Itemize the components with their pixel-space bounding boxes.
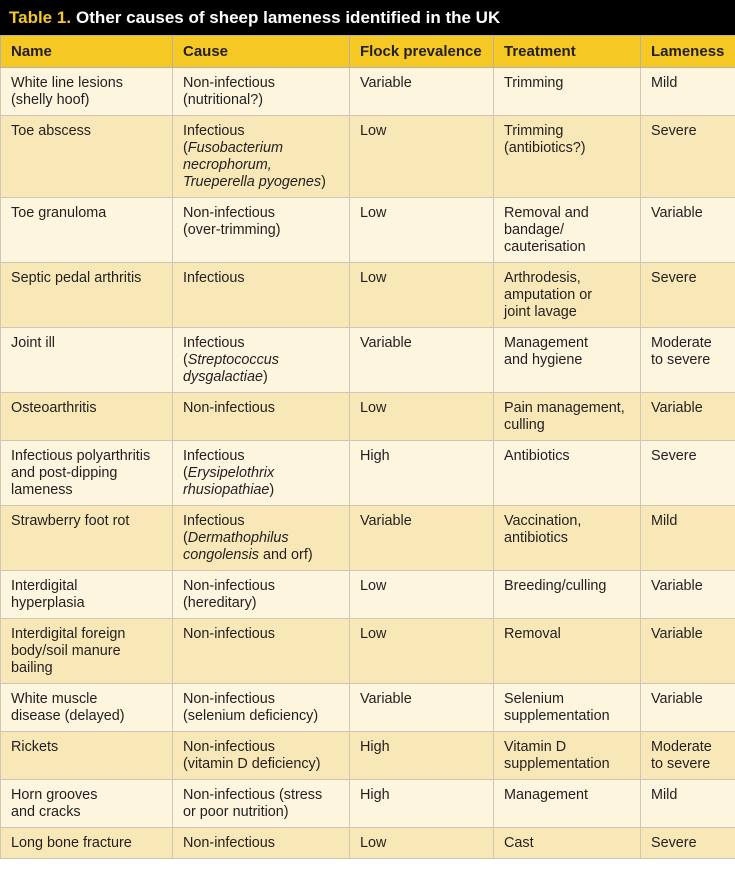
cell-line: culling	[504, 417, 545, 433]
cell-line	[183, 804, 339, 821]
cell-line: Vitamin D	[504, 739, 567, 755]
cell-line	[183, 595, 339, 612]
prevalence-cell	[350, 198, 494, 263]
prevalence-cell	[350, 506, 494, 571]
cell-line: to severe	[651, 352, 711, 368]
cell-line: Low	[360, 835, 387, 851]
cell-line: Low	[360, 123, 387, 139]
treatment-cell	[494, 506, 641, 571]
cell-line: Mild	[651, 787, 678, 803]
cell-line: Variable	[360, 335, 412, 351]
name-cell	[1, 828, 173, 859]
lameness-table	[0, 35, 735, 859]
cell-line: Variable	[360, 75, 412, 91]
name-cell	[1, 619, 173, 684]
cell-line: Low	[360, 400, 387, 416]
cause-text: (	[183, 465, 188, 481]
cell-line: Variable	[651, 578, 703, 594]
name-cell	[1, 328, 173, 393]
cell-line: High	[360, 787, 390, 803]
header-lameness: Lameness	[641, 36, 735, 68]
prevalence-cell	[350, 441, 494, 506]
cause-text: Infectious	[183, 513, 245, 529]
table-number: Table 1.	[9, 7, 72, 27]
cell-line	[183, 482, 339, 499]
table-row	[1, 780, 735, 828]
lameness-cell	[641, 263, 735, 328]
table-row	[1, 393, 735, 441]
header-flock-prevalence: Flock prevalence	[350, 36, 494, 68]
cause-cell	[173, 198, 350, 263]
lameness-cell	[641, 619, 735, 684]
cause-cell	[173, 732, 350, 780]
name-cell	[1, 116, 173, 198]
cell-line	[183, 578, 339, 595]
treatment-cell	[494, 732, 641, 780]
cause-cell	[173, 684, 350, 732]
table-row	[1, 198, 735, 263]
cell-line: White muscle	[11, 691, 98, 707]
cause-text: )	[321, 174, 326, 190]
cause-text: Infectious	[183, 335, 245, 351]
name-cell	[1, 263, 173, 328]
cause-text: and orf)	[259, 547, 313, 563]
treatment-cell	[494, 328, 641, 393]
treatment-cell	[494, 571, 641, 619]
prevalence-cell	[350, 619, 494, 684]
cell-line	[183, 222, 339, 239]
prevalence-cell	[350, 328, 494, 393]
cell-line: White line lesions	[11, 75, 123, 91]
cell-line: High	[360, 739, 390, 755]
table-row	[1, 441, 735, 506]
treatment-cell	[494, 116, 641, 198]
cell-line	[183, 787, 339, 804]
table-row	[1, 732, 735, 780]
species-name: Trueperella pyogenes	[183, 174, 322, 190]
cell-line: Removal	[504, 626, 561, 642]
cell-line: Selenium	[504, 691, 564, 707]
cause-text: Non-infectious	[183, 739, 275, 755]
cell-line	[183, 756, 339, 773]
lameness-cell	[641, 116, 735, 198]
lameness-cell	[641, 828, 735, 859]
cell-line: Septic pedal arthritis	[11, 270, 142, 286]
cell-line: Severe	[651, 448, 697, 464]
cell-line: Cast	[504, 835, 534, 851]
cell-line: Variable	[651, 626, 703, 642]
lameness-cell	[641, 732, 735, 780]
name-cell	[1, 198, 173, 263]
cell-line	[183, 739, 339, 756]
cell-line	[183, 547, 339, 564]
prevalence-cell	[350, 263, 494, 328]
cell-line: Moderate	[651, 335, 712, 351]
cell-line: Vaccination,	[504, 513, 582, 529]
cause-text: Non-infectious	[183, 75, 275, 91]
cell-line: Low	[360, 270, 387, 286]
treatment-cell	[494, 619, 641, 684]
cell-line	[183, 75, 339, 92]
prevalence-cell	[350, 732, 494, 780]
treatment-cell	[494, 828, 641, 859]
header-cause: Cause	[173, 36, 350, 68]
cause-text: )	[263, 369, 268, 385]
cause-cell	[173, 828, 350, 859]
cause-text: (over-trimming)	[183, 222, 281, 238]
cell-line: Toe granuloma	[11, 205, 107, 221]
lameness-cell	[641, 68, 735, 116]
cell-line: cauterisation	[504, 239, 586, 255]
cell-line	[183, 465, 339, 482]
cell-line: Horn grooves	[11, 787, 98, 803]
prevalence-cell	[350, 116, 494, 198]
cause-cell	[173, 780, 350, 828]
cell-line: Low	[360, 626, 387, 642]
cell-line: Mild	[651, 75, 678, 91]
cause-text: Non-infectious	[183, 691, 275, 707]
cell-line: disease (delayed)	[11, 708, 125, 724]
cell-line: Osteoarthritis	[11, 400, 97, 416]
cell-line: Variable	[651, 400, 703, 416]
cell-line: Variable	[360, 691, 412, 707]
treatment-cell	[494, 684, 641, 732]
cell-line	[183, 335, 339, 352]
cell-line: Low	[360, 205, 387, 221]
lameness-cell	[641, 441, 735, 506]
treatment-cell	[494, 198, 641, 263]
cell-line: Management	[504, 787, 588, 803]
name-cell	[1, 732, 173, 780]
table-row	[1, 571, 735, 619]
table-row	[1, 116, 735, 198]
lameness-cell	[641, 780, 735, 828]
cell-line: Mild	[651, 513, 678, 529]
cell-line: lameness	[11, 482, 73, 498]
table-row	[1, 506, 735, 571]
cell-line: hyperplasia	[11, 595, 85, 611]
cause-text: (	[183, 352, 188, 368]
cell-line: and hygiene	[504, 352, 583, 368]
cause-text: Infectious	[183, 448, 245, 464]
cell-line: High	[360, 448, 390, 464]
cell-line: Interdigital foreign	[11, 626, 126, 642]
cause-cell	[173, 263, 350, 328]
cause-text: Infectious	[183, 123, 245, 139]
lameness-cell	[641, 571, 735, 619]
cell-line: (antibiotics?)	[504, 140, 586, 156]
cause-text: (	[183, 530, 188, 546]
table-row	[1, 263, 735, 328]
prevalence-cell	[350, 571, 494, 619]
treatment-cell	[494, 780, 641, 828]
species-name: necrophorum,	[183, 157, 272, 173]
cell-line: and post-dipping	[11, 465, 118, 481]
cell-line: Infectious polyarthritis	[11, 448, 151, 464]
prevalence-cell	[350, 68, 494, 116]
cause-cell	[173, 393, 350, 441]
cell-line	[183, 448, 339, 465]
header-row	[1, 36, 735, 68]
cell-line	[183, 626, 339, 643]
table-title	[0, 0, 735, 35]
cell-line: Arthrodesis,	[504, 270, 581, 286]
cell-line: bandage/	[504, 222, 565, 238]
cause-cell	[173, 619, 350, 684]
cell-line	[183, 530, 339, 547]
treatment-cell	[494, 68, 641, 116]
cell-line: Severe	[651, 123, 697, 139]
cause-cell	[173, 68, 350, 116]
cell-line	[183, 174, 339, 191]
cell-line: Strawberry foot rot	[11, 513, 130, 529]
cause-text: or poor nutrition)	[183, 804, 289, 820]
cell-line: supplementation	[504, 708, 610, 724]
cell-line: Variable	[360, 513, 412, 529]
cause-cell	[173, 441, 350, 506]
cell-line: bailing	[11, 660, 53, 676]
lameness-cell	[641, 393, 735, 441]
cell-line: Moderate	[651, 739, 712, 755]
cause-text: Non-infectious	[183, 578, 275, 594]
lameness-cell	[641, 684, 735, 732]
table-caption: Other causes of sheep lameness identified in the UK	[76, 7, 501, 27]
cell-line: Low	[360, 578, 387, 594]
name-cell	[1, 684, 173, 732]
cell-line: and cracks	[11, 804, 81, 820]
cell-line: Trimming	[504, 123, 564, 139]
cell-line: Antibiotics	[504, 448, 570, 464]
treatment-cell	[494, 263, 641, 328]
prevalence-cell	[350, 828, 494, 859]
cause-text: (nutritional?)	[183, 92, 263, 108]
cell-line: Toe abscess	[11, 123, 91, 139]
prevalence-cell	[350, 780, 494, 828]
cause-text: Non-infectious	[183, 835, 275, 851]
cell-line	[183, 157, 339, 174]
cause-cell	[173, 571, 350, 619]
cell-line: Breeding/culling	[504, 578, 607, 594]
cause-text: (vitamin D deficiency)	[183, 756, 321, 772]
name-cell	[1, 68, 173, 116]
table-body	[1, 68, 735, 859]
cell-line	[183, 205, 339, 222]
cell-line	[183, 140, 339, 157]
cause-cell	[173, 328, 350, 393]
cause-text: Infectious	[183, 270, 245, 286]
cell-line: Severe	[651, 835, 697, 851]
cause-cell	[173, 506, 350, 571]
species-name: dysgalactiae	[183, 369, 263, 385]
cell-line	[183, 123, 339, 140]
cause-cell	[173, 116, 350, 198]
header-treatment: Treatment	[494, 36, 641, 68]
name-cell	[1, 506, 173, 571]
cell-line	[183, 513, 339, 530]
name-cell	[1, 780, 173, 828]
cause-text: (	[183, 140, 188, 156]
cell-line: Rickets	[11, 739, 59, 755]
cell-line: Variable	[651, 205, 703, 221]
cause-text: )	[269, 482, 275, 498]
table-row	[1, 684, 735, 732]
cell-line: Removal and	[504, 205, 589, 221]
cell-line: supplementation	[504, 756, 610, 772]
cell-line: Management	[504, 335, 588, 351]
lameness-cell	[641, 506, 735, 571]
table-row	[1, 619, 735, 684]
cell-line: joint lavage	[504, 304, 577, 320]
cell-line: Long bone fracture	[11, 835, 132, 851]
cell-line: Severe	[651, 270, 697, 286]
header-name: Name	[1, 36, 173, 68]
cell-line: Variable	[651, 691, 703, 707]
prevalence-cell	[350, 393, 494, 441]
cause-text: (hereditary)	[183, 595, 257, 611]
name-cell	[1, 393, 173, 441]
cell-line	[183, 400, 339, 417]
species-name: rhusiopathiae	[183, 482, 270, 498]
species-name: congolensis	[183, 547, 260, 563]
cell-line: body/soil manure	[11, 643, 121, 659]
cause-text: Non-infectious (stress	[183, 787, 323, 803]
cause-text: Non-infectious	[183, 205, 275, 221]
cell-line	[183, 369, 339, 386]
treatment-cell	[494, 441, 641, 506]
cell-line: Pain management,	[504, 400, 625, 416]
cell-line: (shelly hoof)	[11, 92, 90, 108]
prevalence-cell	[350, 684, 494, 732]
cell-line: antibiotics	[504, 530, 568, 546]
cell-line: Joint ill	[11, 335, 55, 351]
species-name: Dermathophilus	[187, 530, 289, 546]
table-row	[1, 328, 735, 393]
cause-text: Non-infectious	[183, 400, 275, 416]
name-cell	[1, 571, 173, 619]
table-row	[1, 828, 735, 859]
species-name: Fusobacterium	[187, 140, 283, 156]
cell-line: to severe	[651, 756, 711, 772]
cell-line	[183, 708, 339, 725]
cell-line	[183, 691, 339, 708]
treatment-cell	[494, 393, 641, 441]
cause-text: (selenium deficiency)	[183, 708, 319, 724]
table-row	[1, 68, 735, 116]
cell-line	[183, 92, 339, 109]
species-name: Erysipelothrix	[187, 465, 275, 481]
cause-text: Non-infectious	[183, 626, 275, 642]
cell-line: Trimming	[504, 75, 564, 91]
cell-line	[183, 270, 339, 287]
lameness-cell	[641, 198, 735, 263]
cell-line	[183, 352, 339, 369]
lameness-cell	[641, 328, 735, 393]
name-cell	[1, 441, 173, 506]
species-name: Streptococcus	[187, 352, 279, 368]
cell-line: Interdigital	[11, 578, 78, 594]
cell-line	[183, 835, 339, 852]
cell-line: amputation or	[504, 287, 592, 303]
